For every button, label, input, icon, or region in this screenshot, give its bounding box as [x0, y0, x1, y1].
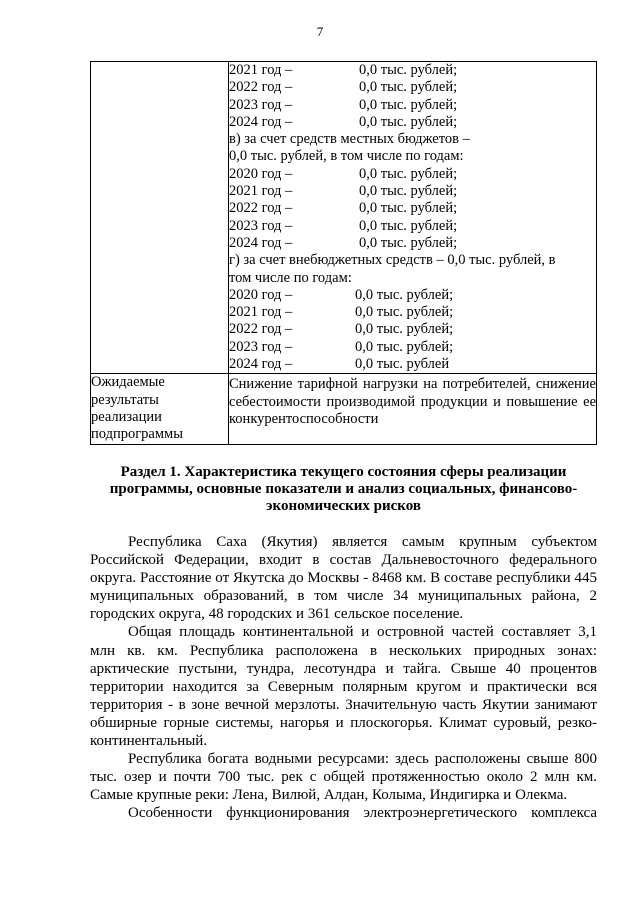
funding-line: 2024 год – 0,0 тыс. рублей;: [229, 234, 458, 251]
expected-results-row: [91, 374, 597, 444]
funding-line: 2020 год – 0,0 тыс. рублей;: [229, 165, 458, 182]
expected-results-text: Снижение тарифной нагрузки на потребителей, снижение себестоимости производимой продукции и повышение ее конкурентоспособности: [229, 376, 596, 427]
funding-line: 2021 год – 0,0 тыс. рублей;: [229, 62, 458, 78]
expected-results-label-line: результаты: [91, 391, 159, 408]
funding-line: 2024 год – 0,0 тыс. рублей: [229, 356, 450, 373]
funding-line: 2021 год – 0,0 тыс. рублей;: [229, 183, 458, 200]
funding-line: 2023 год – 0,0 тыс. рублей;: [229, 338, 454, 355]
section-title-line: Раздел 1. Характеристика текущего состояния сферы реализации: [120, 464, 567, 480]
paragraph: Республика Саха (Якутия) является самым крупным субъектом Российской Федерации, входит в состав Дальневосточного федерального округа. Расстояние от Якутска до Москвы - 8468 км. В составе республики 445 муниципальных образований, в том числе 34 муниципальных района, 2 городских округа, 48 городских и 361 сельское поселение.: [90, 534, 597, 623]
funding-line: 2023 год – 0,0 тыс. рублей;: [229, 96, 458, 113]
funding-line: 2023 год – 0,0 тыс. рублей;: [229, 217, 458, 234]
extrabudget-header: г) за счет внебюджетных средств – 0,0 тыс. рублей, в: [229, 252, 556, 269]
funding-details-cell: [229, 62, 597, 374]
expected-results-text-cell: [229, 374, 597, 444]
extrabudget-header-cont: том числе по годам:: [229, 269, 352, 286]
paragraph: Особенности функционирования электроэнергетического комплекса: [128, 805, 597, 822]
funding-line: 2024 год – 0,0 тыс. рублей;: [229, 113, 458, 130]
page-number: 7: [316, 24, 324, 39]
local-budget-header: в) за счет средств местных бюджетов –: [229, 131, 470, 148]
body-text: [90, 533, 597, 823]
funding-row: [91, 62, 597, 374]
section-title-line: программы, основные показатели и анализ социальных, финансово-: [109, 481, 578, 497]
section-title: [90, 464, 597, 515]
funding-label-cell: [91, 62, 229, 374]
funding-line: 2022 год – 0,0 тыс. рублей;: [229, 79, 458, 96]
expected-results-label-line: Ожидаемые: [91, 374, 165, 391]
expected-results-label: [91, 374, 229, 444]
local-budget-header-cont: 0,0 тыс. рублей, в том числе по годам:: [229, 148, 464, 165]
program-passport-table: [90, 61, 597, 445]
paragraph: Республика богата водными ресурсами: здесь расположены свыше 800 тыс. озер и почти 700 тыс. рек с общей протяженностью около 2 млн км. Самые крупные реки: Лена, Вилюй, Алдан, Колыма, Индигирка и Олекма.: [90, 751, 597, 804]
funding-line: 2022 год – 0,0 тыс. рублей;: [229, 200, 458, 217]
section-title-line: экономических рисков: [266, 498, 421, 514]
paragraph: Общая площадь континентальной и островной частей составляет 3,1 млн кв. км. Республика расположена в нескольких природных зонах: арктические пустыни, тундра, лесотундра и тайга. Свыше 40 процентов территории находится за Северным полярным кругом и практически вся территория - в зоне вечной мерзлоты. Значительную часть Якутии занимают обширные горные системы, нагорья и плоскогорья. Климат суровый, резко-континентальный.: [90, 624, 597, 750]
funding-line: 2022 год – 0,0 тыс. рублей;: [229, 321, 454, 338]
expected-results-label-line: реализации: [91, 408, 162, 425]
expected-results-label-line: подпрограммы: [91, 426, 183, 443]
funding-line: 2020 год – 0,0 тыс. рублей;: [229, 286, 454, 303]
funding-line: 2021 год – 0,0 тыс. рублей;: [229, 304, 454, 321]
